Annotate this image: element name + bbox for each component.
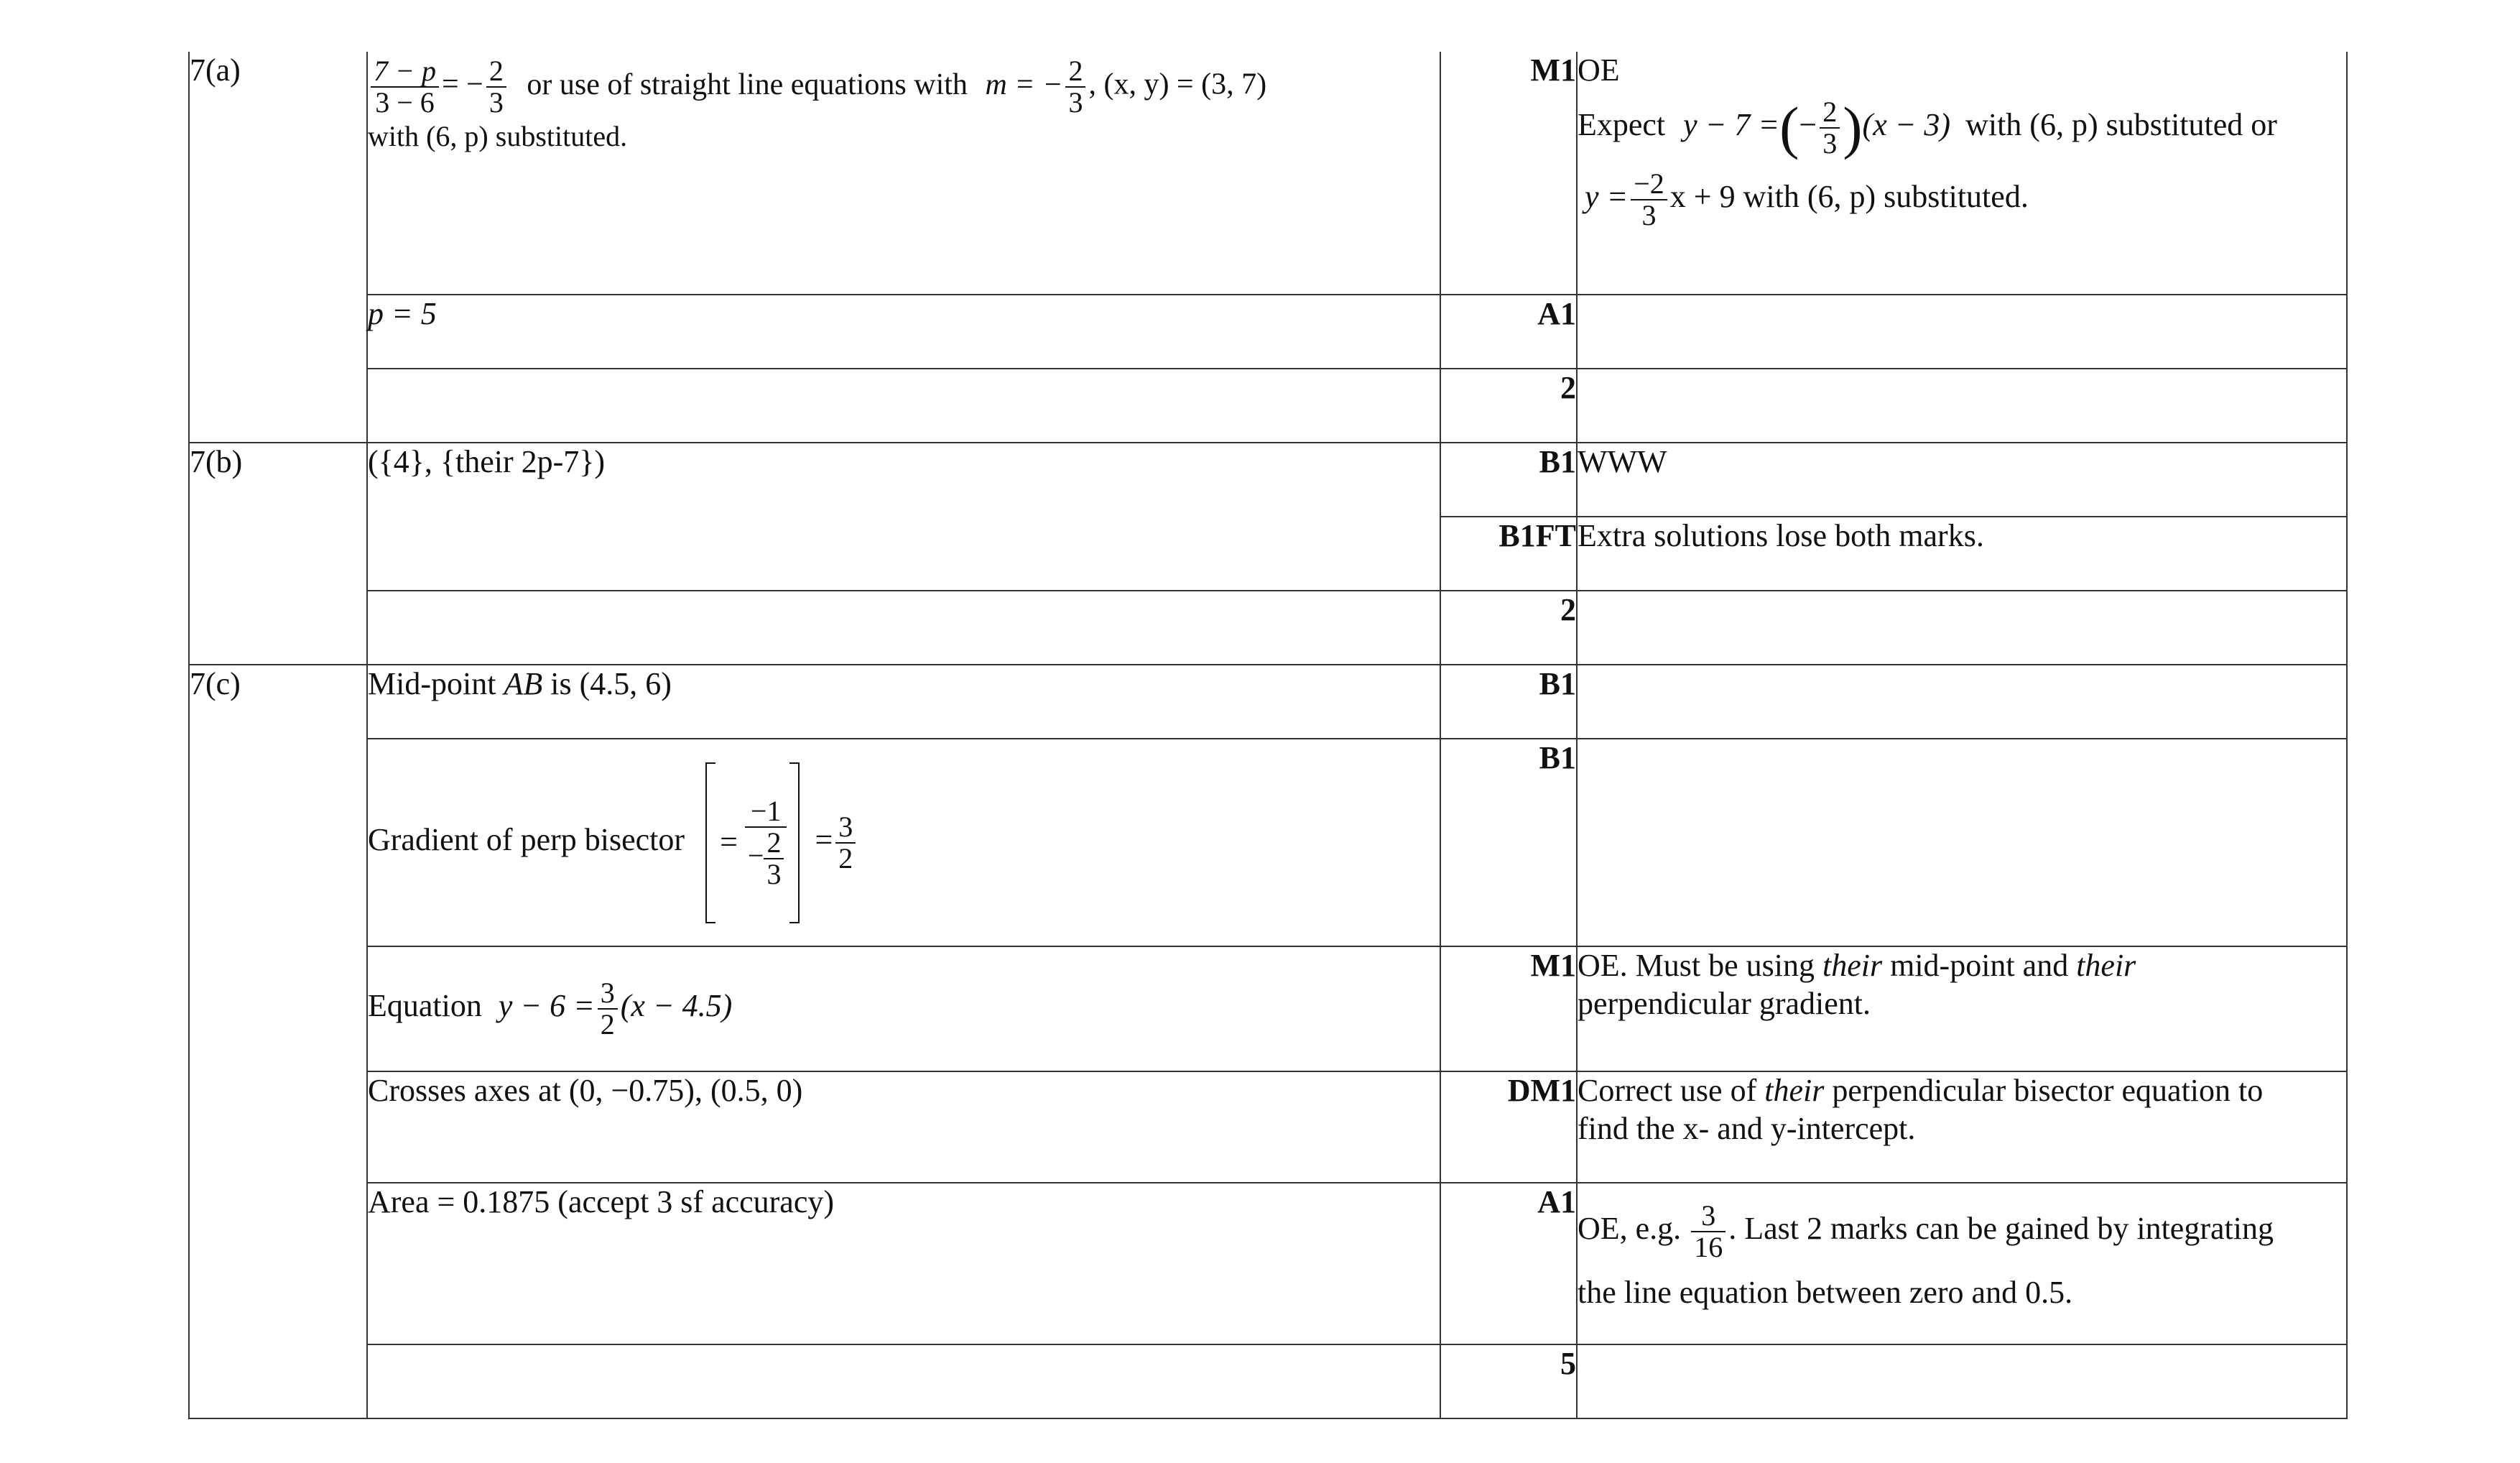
guidance-cell [1577, 295, 2347, 369]
mark: B1 [1440, 665, 1577, 739]
table-row [189, 443, 2347, 517]
mark-scheme-table [188, 52, 2348, 1419]
guidance-text: WWW [1577, 443, 2347, 517]
guidance-cell: OE. Must be using their mid-point and their perpendicular gradient. [1577, 946, 2347, 1071]
total-mark: 2 [1440, 591, 1577, 665]
mark: B1 [1440, 443, 1577, 517]
answer-text: with (6, p) substituted. [368, 120, 628, 152]
guidance-cell: OE Expect y − 7 =(− $\frac{2}{3}$ )(x − 3) with (6, p) substituted or y = $\frac{-2}{3}$ x + 9 with (6, p) substituted. [1577, 52, 2347, 295]
fraction: $\frac{-2}{3}$ [1631, 169, 1667, 231]
fraction: $\frac{7 - p}{3 - 6}$ [371, 56, 439, 118]
fraction: $\frac{3}{2}$ [835, 812, 856, 874]
table-row [189, 739, 2347, 946]
fraction: $\frac{3}{2}$ [598, 978, 618, 1040]
table-row [189, 1071, 2347, 1183]
guidance-cell [1577, 1344, 2347, 1418]
total-mark: 2 [1440, 369, 1577, 443]
table-row [189, 369, 2347, 443]
table-row [189, 295, 2347, 369]
guidance-cell: OE, e.g. $\frac{3}{16}$ . Last 2 marks can be gained by integrating the line equation between zero and 0.5. [1577, 1183, 2347, 1344]
answer-cell: p = 5 [367, 295, 1440, 369]
question-number: 7(a) [189, 52, 367, 443]
answer-cell: Gradient of perp bisector = −1 − $\frac{2}{3}$ = $\frac{3}{2}$ [367, 739, 1440, 946]
table-row [189, 946, 2347, 1071]
answer-cell [367, 1344, 1440, 1418]
fraction: $\frac{3}{16}$ [1691, 1201, 1725, 1263]
question-number: 7(c) [189, 665, 367, 1418]
answer-cell: Equation y − 6 = $\frac{3}{2}$ (x − 4.5) [367, 946, 1440, 1071]
guidance-cell [1577, 665, 2347, 739]
mark: B1 [1440, 739, 1577, 946]
answer-cell: Area = 0.1875 (accept 3 sf accuracy) [367, 1183, 1440, 1344]
guidance-cell [1577, 739, 2347, 946]
table-row [189, 665, 2347, 739]
fraction: $\frac{2}{3}$ [486, 56, 506, 118]
guidance-cell: Correct use of their perpendicular bisector equation to find the x- and y-intercept. [1577, 1071, 2347, 1183]
table-row [189, 591, 2347, 665]
answer-cell: $\frac{7 - p}{3 - 6}$ = − $\frac{2}{3}$ or use of straight line equations with m = − $\frac{2}{3}$ , (x, y) = (3, 7) with (6, p) substituted. [367, 52, 1440, 295]
answer-cell: Mid-point AB is (4.5, 6) [367, 665, 1440, 739]
table-row [189, 1344, 2347, 1418]
answer-cell [367, 369, 1440, 443]
table-row [189, 52, 2347, 295]
bracket-expression: = −1 − $\frac{2}{3}$ [705, 762, 800, 923]
guidance-text: Extra solutions lose both marks. [1577, 517, 2347, 591]
mark: M1 [1440, 52, 1577, 295]
mark: DM1 [1440, 1071, 1577, 1183]
guidance-cell [1577, 591, 2347, 665]
answer-cell [367, 591, 1440, 665]
answer-cell: ({4}, {their 2p-7}) [367, 443, 1440, 591]
mark: B1FT [1440, 517, 1577, 591]
mark: A1 [1440, 295, 1577, 369]
fraction: −1 − $\frac{2}{3}$ [745, 796, 787, 890]
answer-cell: Crosses axes at (0, −0.75), (0.5, 0) [367, 1071, 1440, 1183]
guidance-cell [1577, 369, 2347, 443]
fraction: $\frac{2}{3}$ [1065, 56, 1085, 118]
mark: M1 [1440, 946, 1577, 1071]
answer-text: or use of straight line equations with [527, 68, 968, 101]
table-row [189, 1183, 2347, 1344]
fraction: $\frac{2}{3}$ [1820, 97, 1840, 159]
mark: A1 [1440, 1183, 1577, 1344]
question-number: 7(b) [189, 443, 367, 665]
guidance-text: OE [1578, 52, 1620, 88]
total-mark: 5 [1440, 1344, 1577, 1418]
